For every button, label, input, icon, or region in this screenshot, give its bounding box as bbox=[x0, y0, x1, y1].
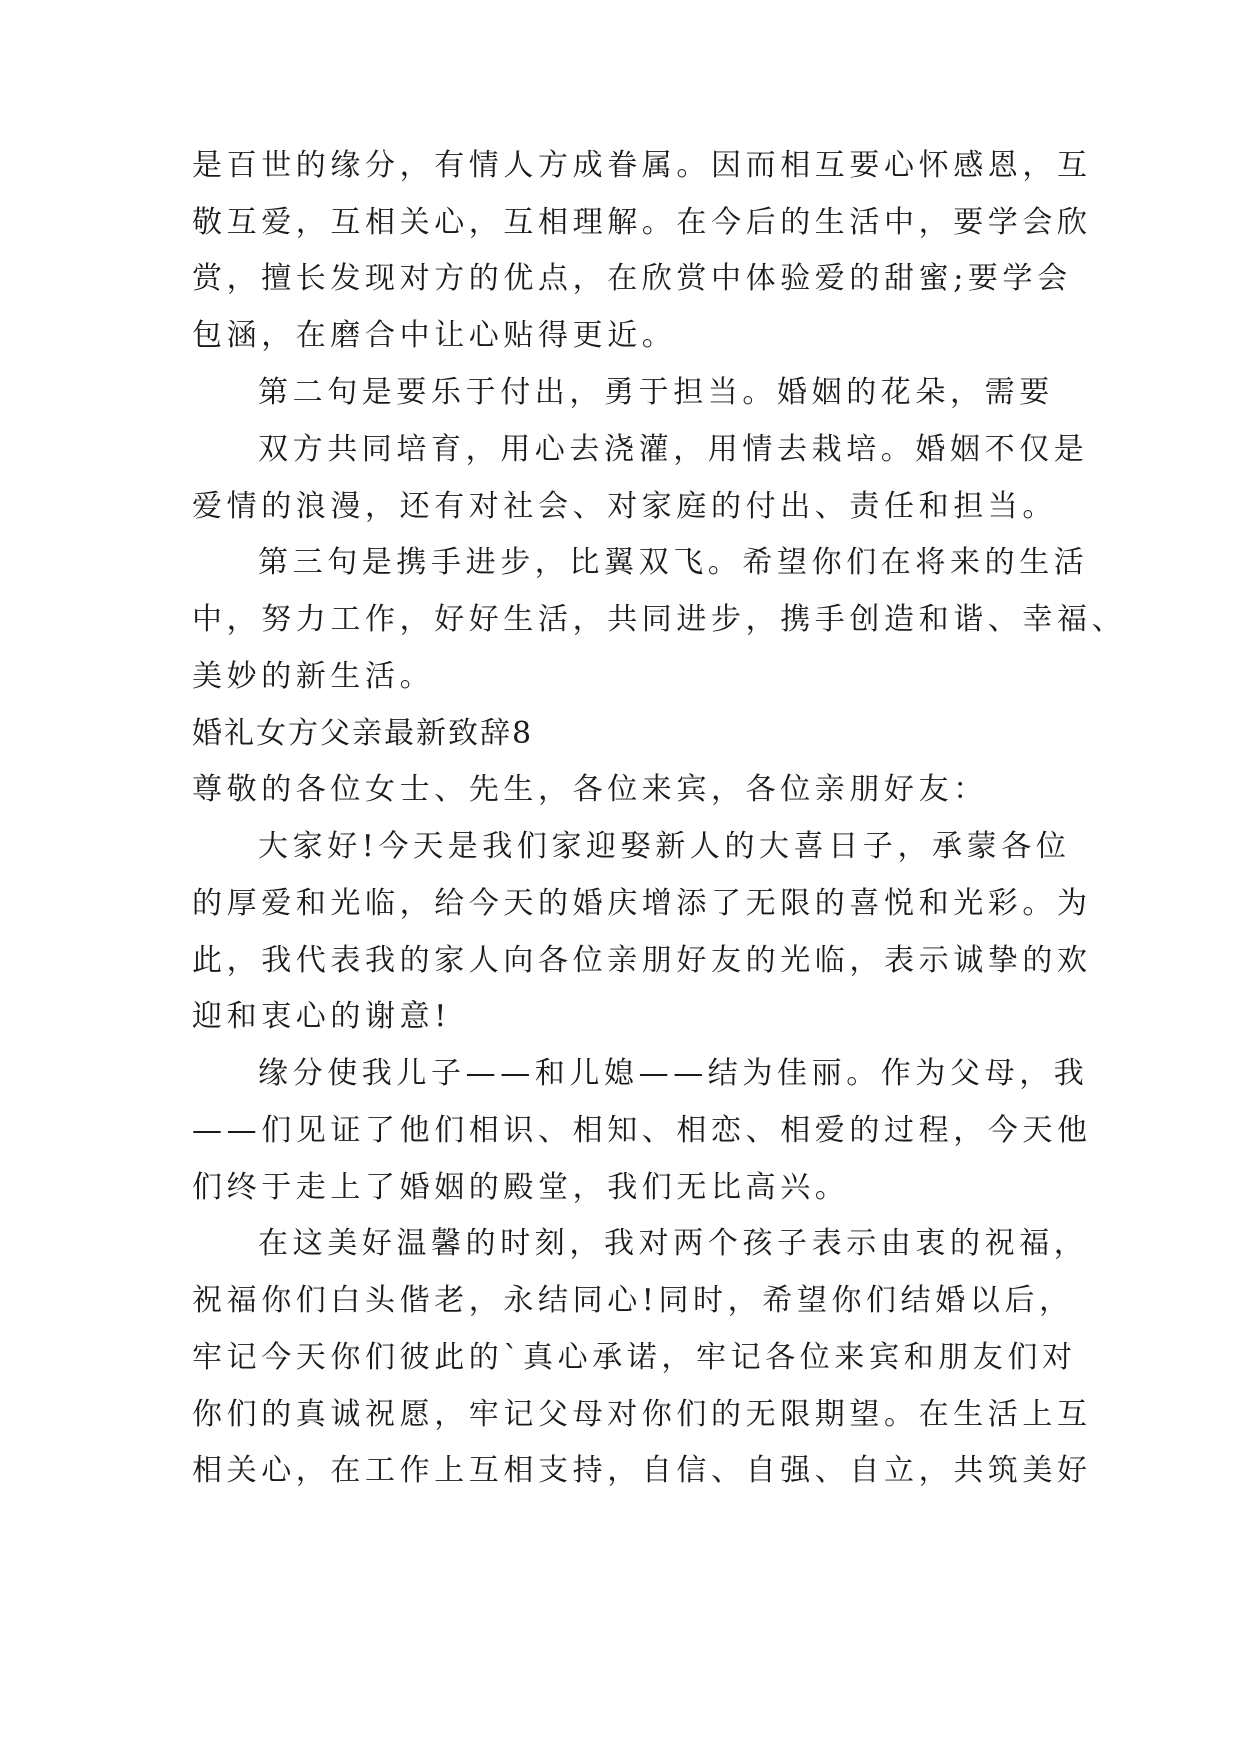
text-line: 赏，擅长发现对方的优点，在欣赏中体验爱的甜蜜;要学会 bbox=[192, 261, 1072, 296]
text-line: 祝福你们白头偕老，永结同心!同时，希望你们结婚以后， bbox=[192, 1283, 1074, 1318]
text-line: 包涵，在磨合中让心贴得更近。 bbox=[192, 318, 677, 353]
paragraph-start-line: 大家好!今天是我们家迎娶新人的大喜日子，承蒙各位 bbox=[258, 829, 1071, 864]
text-line: 美妙的新生活。 bbox=[192, 659, 435, 694]
salutation-line: 尊敬的各位女士、先生，各位来宾，各位亲朋好友： bbox=[192, 772, 988, 807]
text-line: 牢记今天你们彼此的`真心承诺，牢记各位来宾和朋友们对 bbox=[192, 1340, 1077, 1375]
paragraph-start-line: 双方共同培育，用心去浇灌，用情去栽培。婚姻不仅是 bbox=[258, 432, 1089, 467]
paragraph-start-line: 第三句是携手进步，比翼双飞。希望你们在将来的生活 bbox=[258, 545, 1089, 580]
text-line: 此，我代表我的家人向各位亲朋好友的光临，表示诚挚的欢 bbox=[192, 943, 1092, 978]
text-line: 中，努力工作，好好生活，共同进步，携手创造和谐、幸福、 bbox=[192, 602, 1127, 637]
paragraph-start-line: 在这美好温馨的时刻，我对两个孩子表示由衷的祝福， bbox=[258, 1226, 1089, 1261]
paragraph-start-line: 缘分使我儿子——和儿媳——结为佳丽。作为父母，我 bbox=[258, 1056, 1089, 1091]
text-line: 是百世的缘分，有情人方成眷属。因而相互要心怀感恩，互 bbox=[192, 148, 1092, 183]
text-line: ——们见证了他们相识、相知、相恋、相爱的过程，今天他 bbox=[192, 1113, 1092, 1148]
section-heading: 婚礼女方父亲最新致辞8 bbox=[192, 716, 534, 751]
text-line: 相关心，在工作上互相支持，自信、自强、自立，共筑美好 bbox=[192, 1453, 1092, 1488]
text-line: 迎和衷心的谢意! bbox=[192, 999, 451, 1034]
text-line: 爱情的浪漫，还有对社会、对家庭的付出、责任和担当。 bbox=[192, 489, 1057, 524]
paragraph-start-line: 第二句是要乐于付出，勇于担当。婚姻的花朵，需要 bbox=[258, 375, 1054, 410]
text-line: 敬互爱，互相关心，互相理解。在今后的生活中，要学会欣 bbox=[192, 205, 1092, 240]
text-line: 的厚爱和光临，给今天的婚庆增添了无限的喜悦和光彩。为 bbox=[192, 886, 1092, 921]
text-line: 们终于走上了婚姻的殿堂，我们无比高兴。 bbox=[192, 1170, 850, 1205]
text-line: 你们的真诚祝愿，牢记父母对你们的无限期望。在生活上互 bbox=[192, 1397, 1092, 1432]
